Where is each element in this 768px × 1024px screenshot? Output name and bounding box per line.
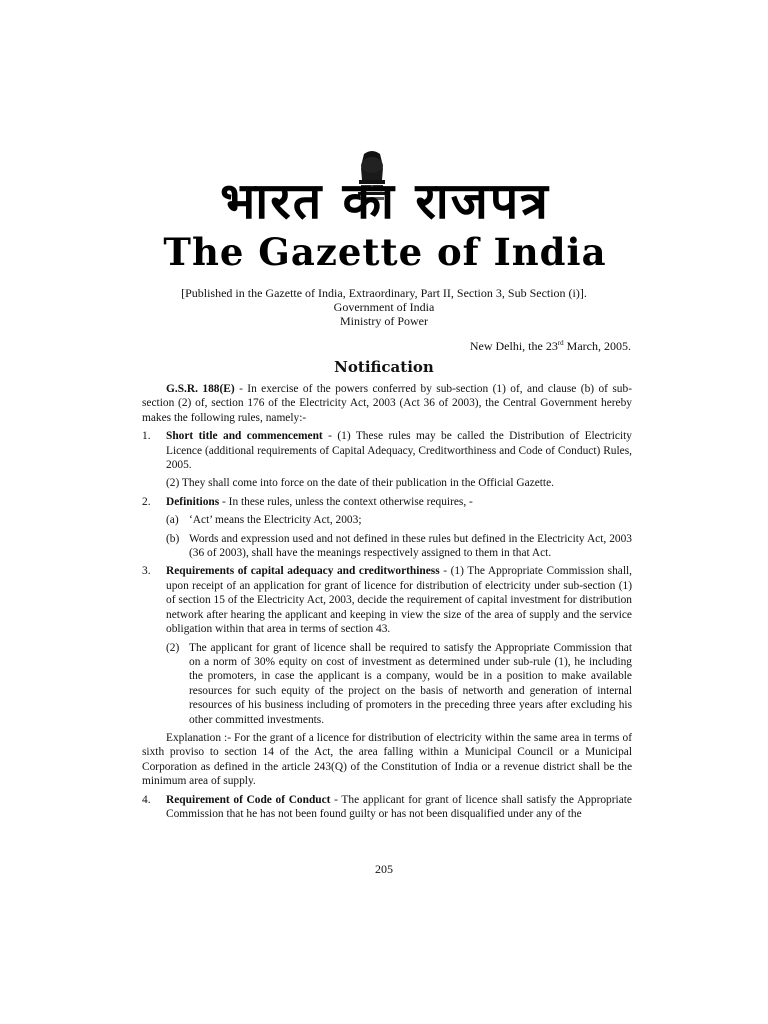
notification-date: New Delhi, the 23rd March, 2005. <box>469 339 631 353</box>
gsr-paragraph: G.S.R. 188(E) - In exercise of the powers conferred by sub-section (1) of, and clause (b) of sub-section (2) of, section 176 of the Electricity Act, 2003 (Act 36 of 2003), the Central Government hereby makes the following rules, namely:- <box>142 383 632 424</box>
masthead-hindi-title: भारत का राजपत्र <box>220 172 550 230</box>
rule-2: 2. Definitions - In these rules, unless the context otherwise requires, - <box>142 495 473 508</box>
rule-3: 3. Requirements of capital adequacy and creditworthiness - (1) The Appropriate Commission shall, upon receipt of an application for grant of licence for distribution of electricity under sub-section (1) of section 15 of the Electricity Act, 2003, decide the requirement of capital investment for distribution network after hearing the applicant and keeping in view the size of the area of supply and the service obligation within that area in terms of section 43. <box>142 565 633 636</box>
rule-1: 1. Short title and commencement - (1) These rules may be called the Distribution of Electricity Licence (additional requirements of Capital Adequacy, Creditworthiness and Code of Conduct) Rules, 2005. <box>142 430 633 472</box>
rule-4: 4. Requirement of Code of Conduct - The applicant for grant of licence shall satisfy the Appropriate Commission that he has not been found guilty or has not been disqualified under any of the <box>142 793 632 820</box>
masthead-english-title: The Gazette of India <box>163 230 607 274</box>
ministry-line: Ministry of Power <box>340 314 428 328</box>
government-line: Government of India <box>333 300 435 314</box>
notification-body <box>142 382 632 821</box>
explanation-paragraph: Explanation :- For the grant of a licence for distribution of electricity within the same area in terms of sixth proviso to section 14 of the Act, the area falling within a Municipal Council or a Municipal Corporation as defined in the article 243(Q) of the Constitution of India or a revenue district shall be the minimum area of supply. <box>142 731 632 788</box>
rule-3-sub-2: (2) The applicant for grant of licence shall be required to satisfy the Appropriate Commission that on a norm of 30% equity on cost of investment as determined under sub-rule (1), he including the promoters, in case the applicant is a company, would be in a position to make available resources for such equity of the project on the basis of networth and generation of internal resources of his business including of promoters in the preceding three years after excluding his other committed investments. <box>166 641 632 726</box>
rule-2-clause-b: (b) Words and expression used and not defined in these rules but defined in the Electricity Act, 2003 (36 of 2003), shall have the meanings respectively assigned to them in that Act. <box>166 532 632 560</box>
rule-2-clause-a: (a) ‘Act’ means the Electricity Act, 2003; <box>166 514 362 527</box>
notification-heading: Notification <box>334 358 434 376</box>
publication-line: [Published in the Gazette of India, Extraordinary, Part II, Section 3, Sub Section (i)]. <box>181 286 587 300</box>
rule-1-para-2: (2) They shall come into force on the date of their publication in the Official Gazette. <box>166 477 554 490</box>
page-number: 205 <box>375 862 393 876</box>
